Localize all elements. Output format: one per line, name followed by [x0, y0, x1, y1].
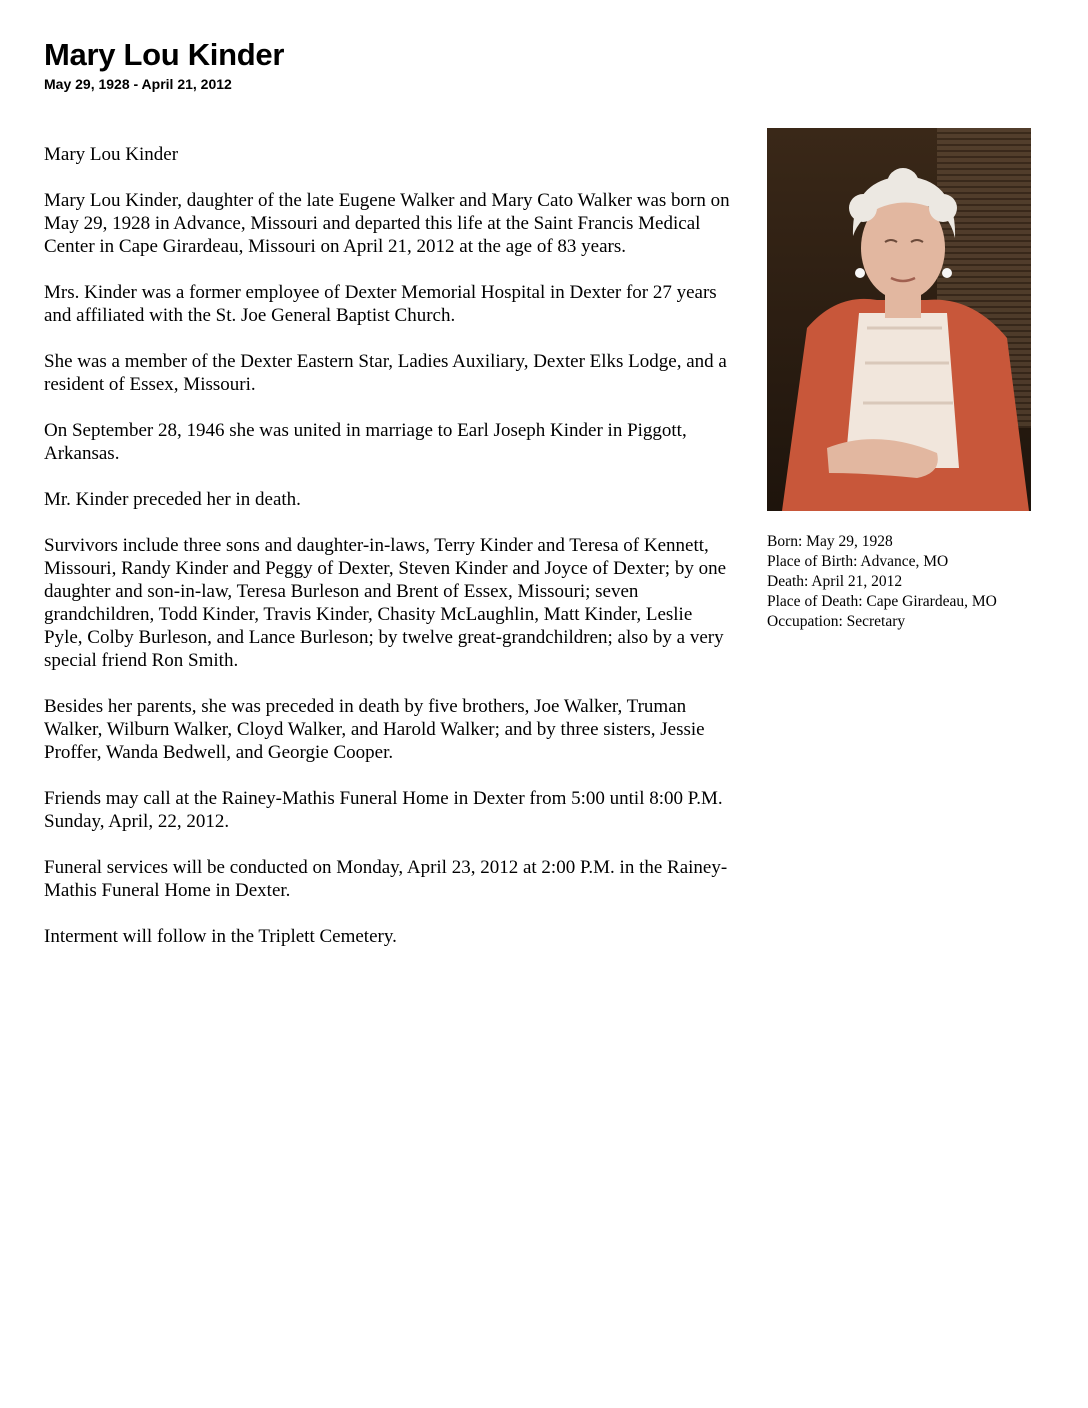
vital-facts: [767, 532, 1067, 632]
paragraph: She was a member of the Dexter Eastern Star, Ladies Auxiliary, Dexter Elks Lodge, and a resident of Essex, Missouri.: [44, 351, 727, 395]
paragraph: Mary Lou Kinder, daughter of the late Eugene Walker and Mary Cato Walker was born on May 29, 1928 in Advance, Missouri and departed this life at the Saint Francis Medical Center in Cape Girardeau, Missouri on April 21, 2012 at the age of 83 years.: [44, 190, 730, 257]
obituary-text: [44, 143, 734, 971]
birth-date: Born: May 29, 1928: [767, 533, 893, 550]
paragraph: Mary Lou Kinder: [44, 144, 179, 165]
header: [44, 36, 284, 93]
birth-place: Place of Birth: Advance, MO: [767, 553, 949, 570]
paragraph: Survivors include three sons and daughter-in-laws, Terry Kinder and Teresa of Kennett, Missouri, Randy Kinder and Peggy of Dexter, Steven Kinder and Joyce of Dexter; by one daughter and son-in-law, Teresa Burleson and Brent of Essex, Missouri; seven grandchildren, Todd Kinder, Travis Kinder, Chasity McLaughlin, Matt Kinder, Leslie Pyle, Colby Burleson, and Lance Burleson; by twelve great-grandchildren; also by a very special friend Ron Smith.: [44, 535, 727, 671]
death-date: Death: April 21, 2012: [767, 573, 903, 590]
page-title: Mary Lou Kinder: [44, 37, 285, 72]
paragraph: Mr. Kinder preceded her in death.: [44, 489, 301, 510]
paragraph: Interment will follow in the Triplett Cemetery.: [44, 926, 397, 947]
life-dates: May 29, 1928 - April 21, 2012: [44, 76, 232, 92]
paragraph: Friends may call at the Rainey-Mathis Funeral Home in Dexter from 5:00 until 8:00 P.M. Sunday, April, 22, 2012.: [44, 788, 723, 832]
paragraph: Funeral services will be conducted on Monday, April 23, 2012 at 2:00 P.M. in the Rainey-Mathis Funeral Home in Dexter.: [44, 857, 728, 901]
paragraph: Besides her parents, she was preceded in death by five brothers, Joe Walker, Truman Walker, Wilburn Walker, Cloyd Walker, and Harold Walker; and by three sisters, Jessie Proffer, Wanda Bedwell, and Georgie Cooper.: [44, 696, 705, 763]
portrait-photo: [767, 128, 1031, 511]
paragraph: Mrs. Kinder was a former employee of Dexter Memorial Hospital in Dexter for 27 years and affiliated with the St. Joe General Baptist Church.: [44, 282, 717, 326]
occupation: Occupation: Secretary: [767, 613, 906, 630]
paragraph: On September 28, 1946 she was united in marriage to Earl Joseph Kinder in Piggott, Arkansas.: [44, 420, 687, 464]
death-place: Place of Death: Cape Girardeau, MO: [767, 593, 997, 610]
